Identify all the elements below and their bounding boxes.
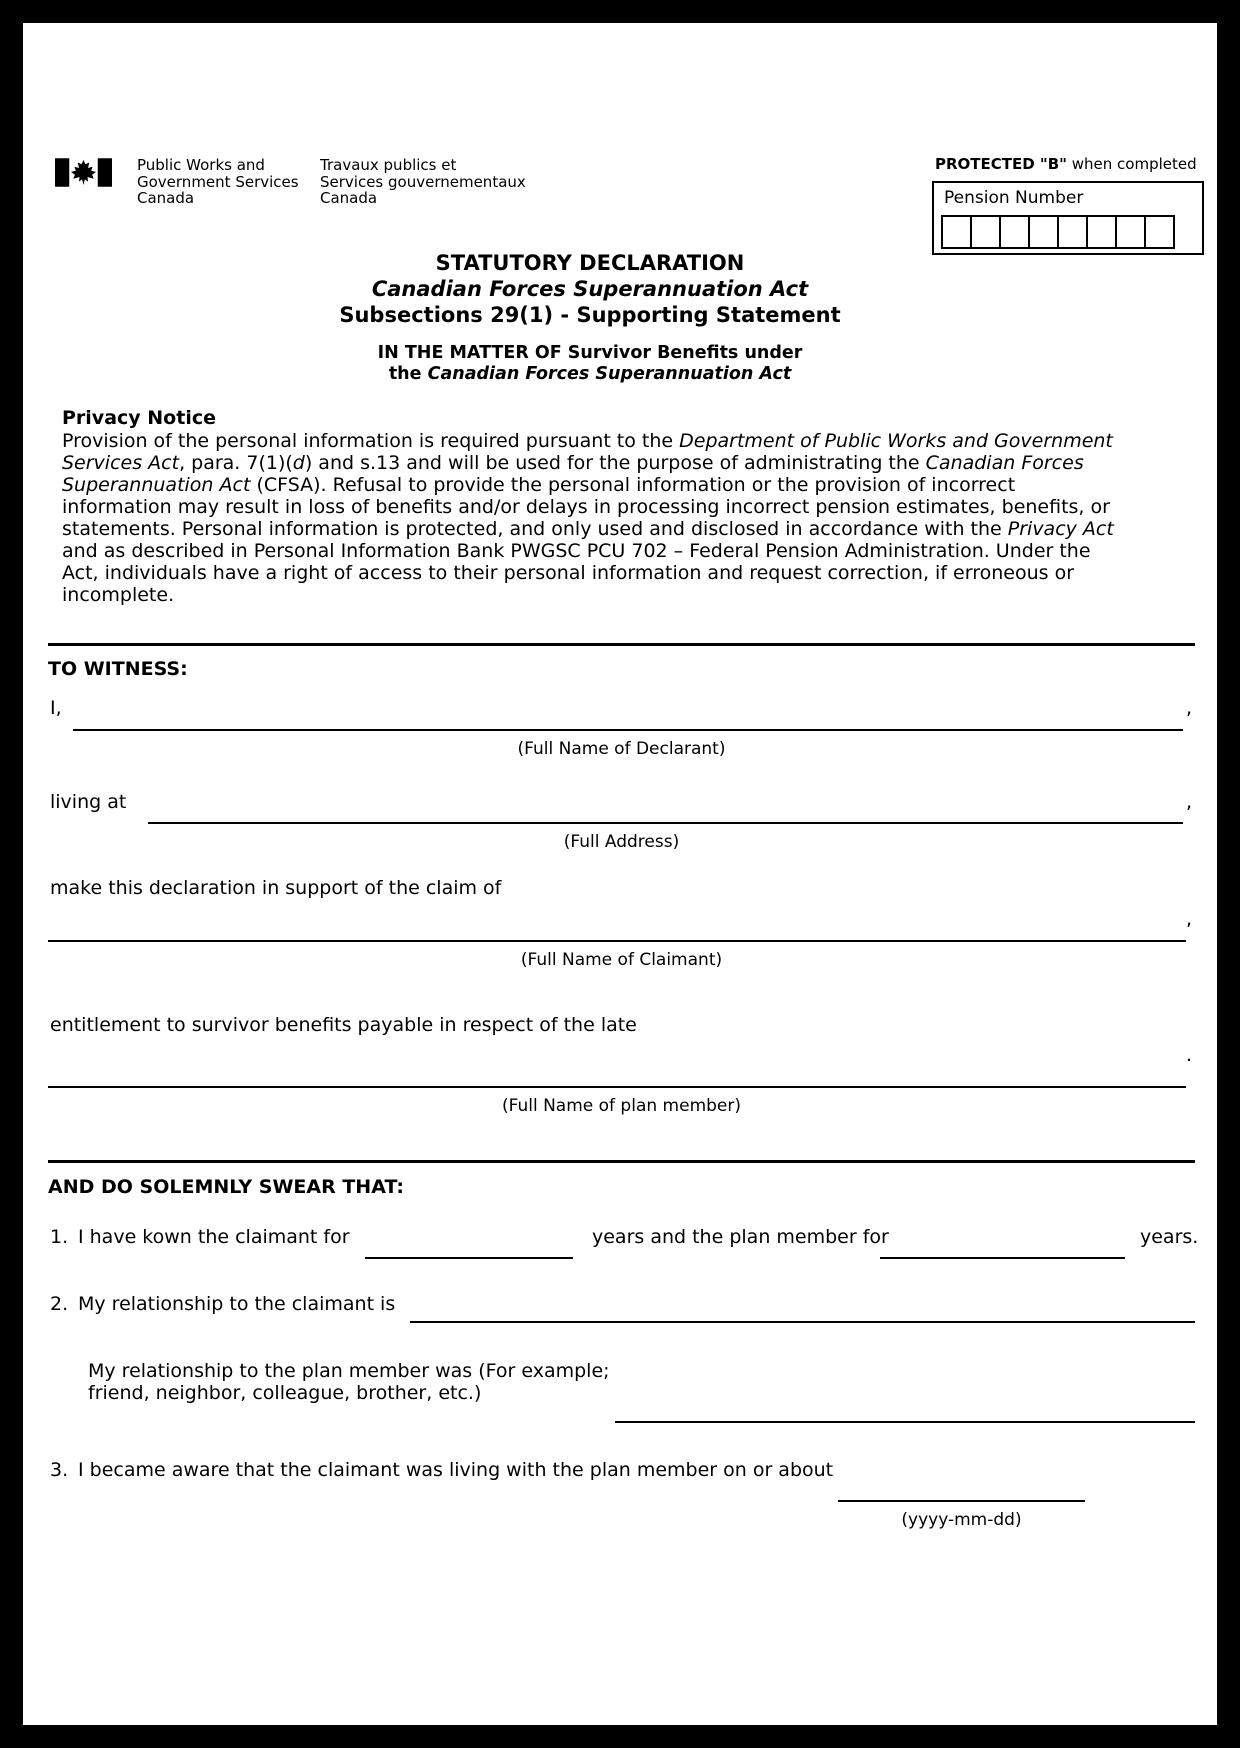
dept-en-line: Public Works and: [137, 156, 265, 174]
dept-en-line: Canada: [137, 189, 195, 207]
swear-heading: AND DO SOLEMNLY SWEAR THAT:: [48, 1176, 404, 1198]
protected-suffix: when completed: [1067, 155, 1197, 173]
dept-fr-line: Canada: [320, 189, 378, 207]
declarant-name-field[interactable]: [73, 701, 1183, 731]
line-end-period: .: [1186, 1044, 1193, 1066]
pension-number-label: Pension Number: [944, 188, 1084, 208]
dept-en-line: Government Services: [137, 172, 299, 191]
department-name-english: [137, 157, 299, 207]
pension-digit-cell[interactable]: [970, 215, 1001, 249]
item1-text-part3: years.: [1140, 1226, 1199, 1248]
claimant-name-field[interactable]: [48, 912, 1186, 942]
department-name-french: [320, 157, 526, 207]
witness-heading: TO WITNESS:: [48, 658, 188, 680]
member-years-field[interactable]: [880, 1230, 1125, 1259]
member-relationship-field[interactable]: [615, 1394, 1195, 1423]
protected-marking: [935, 155, 1197, 173]
line-end-comma: ,: [1186, 791, 1193, 813]
item3-text: I became aware that the claimant was living with the plan member on or about: [78, 1459, 834, 1481]
privacy-notice-text: Provision of the personal information is required pursuant to the Department of Public Works and Government Services Act, para. 7(1)(d) and s.13 and will be used for the purpose of administrating the Canadian Forces Superannuation Act (CFSA). Refusal to provide the personal information or the provision of incorrect information may result in loss of benefits and/or delays in processing incorrect pension estimates, benefits, or statements. Personal information is protected, and only used and disclosed in accordance with the Privacy Act and as described in Personal Information Bank PWGSC PCU 702 – Federal Pension Administration. Under the Act, individuals have a right of access to their personal information and request correction, if erroneous or incomplete.: [62, 430, 1114, 606]
pension-cells: [941, 215, 1175, 249]
item1-number: 1.: [50, 1226, 69, 1248]
pension-number-box: [932, 181, 1204, 255]
pension-digit-cell[interactable]: [1057, 215, 1088, 249]
claim-support-text: make this declaration in support of the claim of: [50, 877, 502, 899]
form-title: STATUTORY DECLARATION: [435, 251, 745, 275]
dept-fr-line: Travaux publics et: [320, 156, 457, 174]
line-end-comma: ,: [1186, 697, 1193, 719]
line-end-comma: ,: [1186, 908, 1193, 930]
plan-member-caption: (Full Name of plan member): [501, 1096, 741, 1116]
item3-number: 3.: [50, 1459, 69, 1481]
claimant-name-caption: (Full Name of Claimant): [520, 950, 723, 970]
form-title-act: Canadian Forces Superannuation Act: [371, 277, 809, 301]
pension-digit-cell[interactable]: [999, 215, 1030, 249]
cohabitation-date-field[interactable]: [838, 1473, 1085, 1502]
pension-digit-cell[interactable]: [1115, 215, 1146, 249]
protected-level: PROTECTED "B": [935, 155, 1067, 173]
pension-digit-cell[interactable]: [941, 215, 972, 249]
section-divider: [48, 643, 1195, 646]
plan-member-name-field[interactable]: [48, 1058, 1186, 1088]
pension-digit-cell[interactable]: [1144, 215, 1175, 249]
pension-digit-cell[interactable]: [1086, 215, 1117, 249]
entitlement-text: entitlement to survivor benefits payable in respect of the late: [50, 1014, 637, 1036]
section-divider: [48, 1160, 1195, 1163]
item2-text: My relationship to the claimant is: [78, 1293, 396, 1315]
address-caption: (Full Address): [563, 832, 680, 852]
living-at-label: living at: [50, 791, 127, 813]
pension-digit-cell[interactable]: [1028, 215, 1059, 249]
date-format-hint: (yyyy-mm-dd): [901, 1510, 1022, 1530]
claimant-relationship-field[interactable]: [410, 1294, 1195, 1323]
item1-text-part2: years and the plan member for: [592, 1226, 889, 1248]
matter-line-2: the Canadian Forces Superannuation Act: [388, 364, 792, 384]
witness-intro: I,: [50, 697, 62, 719]
address-field[interactable]: [148, 794, 1183, 824]
canada-flag-icon: [55, 158, 112, 187]
dept-fr-line: Services gouvernementaux: [320, 172, 526, 191]
item2-number: 2.: [50, 1293, 69, 1315]
claimant-years-field[interactable]: [365, 1230, 573, 1259]
matter-line-1: IN THE MATTER OF Survivor Benefits under: [377, 343, 803, 363]
declarant-name-caption: (Full Name of Declarant): [517, 739, 726, 759]
item2b-text: My relationship to the plan member was (For example; friend, neighbor, colleague, brother, etc.): [88, 1360, 610, 1404]
form-title-subsection: Subsections 29(1) - Supporting Statement: [339, 303, 841, 327]
item1-text-part1: I have kown the claimant for: [78, 1226, 350, 1248]
privacy-notice-heading: Privacy Notice: [62, 407, 216, 429]
